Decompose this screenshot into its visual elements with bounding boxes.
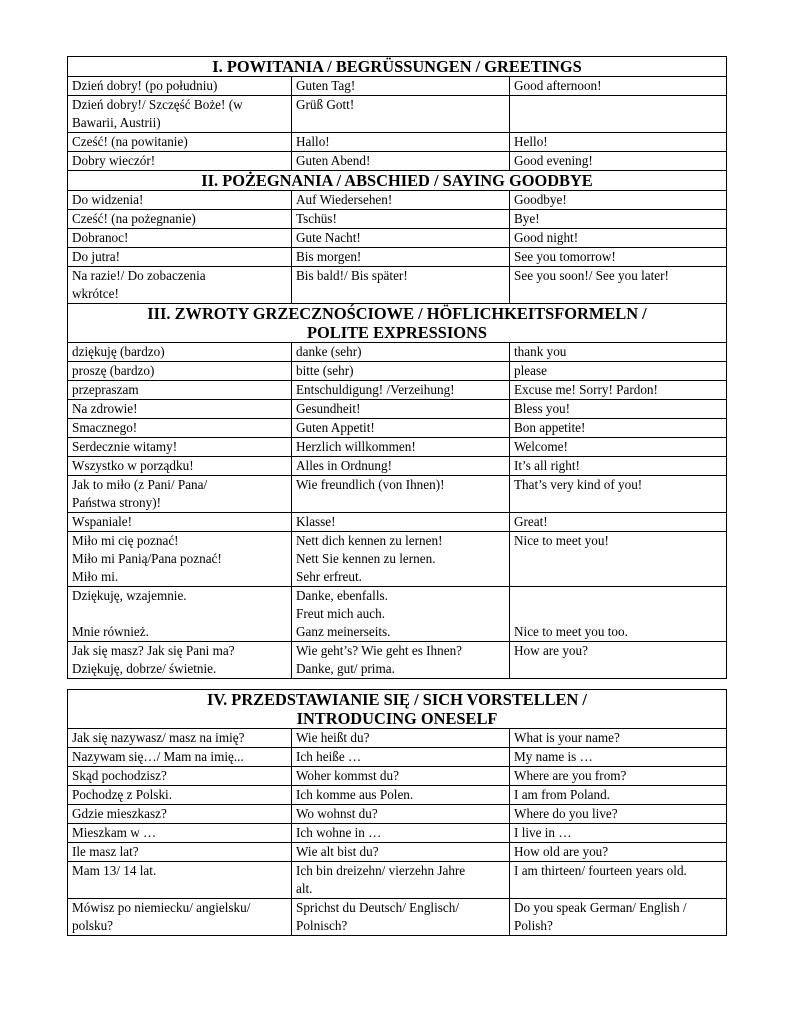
- english-phrase: Nice to meet you too.: [510, 587, 727, 642]
- section-header-row: [68, 57, 727, 77]
- polish-phrase: Jak to miło (z Pani/ Pana/ Państwa strony)!: [68, 476, 292, 513]
- german-phrase: Tschüs!: [292, 210, 510, 229]
- english-phrase: I live in …: [510, 824, 727, 843]
- english-phrase: What is your name?: [510, 729, 727, 748]
- german-phrase: Wo wohnst du?: [292, 805, 510, 824]
- german-phrase: Wie alt bist du?: [292, 843, 510, 862]
- phrase-table-1: [67, 56, 727, 679]
- german-phrase: Gute Nacht!: [292, 229, 510, 248]
- phrase-row: [68, 457, 727, 476]
- english-phrase: Good night!: [510, 229, 727, 248]
- polish-phrase: Ile masz lat?: [68, 843, 292, 862]
- polish-phrase: Jak się nazywasz/ masz na imię?: [68, 729, 292, 748]
- section-title: III. ZWROTY GRZECZNOŚCIOWE / HÖFLICHKEITSFORMELN / POLITE EXPRESSIONS: [68, 304, 727, 343]
- phrase-row: [68, 400, 727, 419]
- phrase-row: [68, 748, 727, 767]
- polish-phrase: Skąd pochodzisz?: [68, 767, 292, 786]
- english-phrase: Bon appetite!: [510, 419, 727, 438]
- german-phrase: Danke, ebenfalls. Freut mich auch. Ganz meinerseits.: [292, 587, 510, 642]
- polish-phrase: Jak się masz? Jak się Pani ma? Dziękuję, dobrze/ świetnie.: [68, 642, 292, 679]
- english-phrase: Bye!: [510, 210, 727, 229]
- english-phrase: please: [510, 362, 727, 381]
- polish-phrase: Gdzie mieszkasz?: [68, 805, 292, 824]
- polish-phrase: przepraszam: [68, 381, 292, 400]
- polish-phrase: Miło mi cię poznać! Miło mi Panią/Pana poznać! Miło mi.: [68, 532, 292, 587]
- phrase-row: [68, 133, 727, 152]
- german-phrase: Auf Wiedersehen!: [292, 191, 510, 210]
- polish-phrase: Nazywam się…/ Mam na imię...: [68, 748, 292, 767]
- german-phrase: bitte (sehr): [292, 362, 510, 381]
- polish-phrase: proszę (bardzo): [68, 362, 292, 381]
- phrase-row: [68, 899, 727, 936]
- phrase-row: [68, 532, 727, 587]
- phrase-row: [68, 381, 727, 400]
- phrase-row: [68, 191, 727, 210]
- section-header-row: [68, 171, 727, 191]
- english-phrase: See you tomorrow!: [510, 248, 727, 267]
- phrase-row: [68, 419, 727, 438]
- german-phrase: Klasse!: [292, 513, 510, 532]
- phrase-row: [68, 642, 727, 679]
- polish-phrase: Dobranoc!: [68, 229, 292, 248]
- german-phrase: Woher kommst du?: [292, 767, 510, 786]
- polish-phrase: Mieszkam w …: [68, 824, 292, 843]
- polish-phrase: Dobry wieczór!: [68, 152, 292, 171]
- polish-phrase: Dzień dobry! (po południu): [68, 77, 292, 96]
- polish-phrase: Wspaniale!: [68, 513, 292, 532]
- section-title: IV. PRZEDSTAWIANIE SIĘ / SICH VORSTELLEN / INTRODUCING ONESELF: [68, 690, 727, 729]
- phrase-row: [68, 267, 727, 304]
- phrase-row: [68, 343, 727, 362]
- section-title: I. POWITANIA / BEGRÜSSUNGEN / GREETINGS: [68, 57, 727, 77]
- phrase-row: [68, 438, 727, 457]
- english-phrase: Welcome!: [510, 438, 727, 457]
- polish-phrase: Wszystko w porządku!: [68, 457, 292, 476]
- english-phrase: Hello!: [510, 133, 727, 152]
- english-phrase: Bless you!: [510, 400, 727, 419]
- phrase-row: [68, 513, 727, 532]
- english-phrase: Goodbye!: [510, 191, 727, 210]
- phrase-row: [68, 824, 727, 843]
- german-phrase: Guten Tag!: [292, 77, 510, 96]
- german-phrase: Bis bald!/ Bis später!: [292, 267, 510, 304]
- english-phrase: Where do you live?: [510, 805, 727, 824]
- english-phrase: thank you: [510, 343, 727, 362]
- section-header-row: [68, 690, 727, 729]
- polish-phrase: Cześć! (na pożegnanie): [68, 210, 292, 229]
- english-phrase: Where are you from?: [510, 767, 727, 786]
- section-title: II. POŻEGNANIA / ABSCHIED / SAYING GOODBYE: [68, 171, 727, 191]
- phrase-row: [68, 77, 727, 96]
- german-phrase: Guten Appetit!: [292, 419, 510, 438]
- german-phrase: Bis morgen!: [292, 248, 510, 267]
- phrase-row: [68, 767, 727, 786]
- polish-phrase: Mam 13/ 14 lat.: [68, 862, 292, 899]
- german-phrase: Grüß Gott!: [292, 96, 510, 133]
- english-phrase: Good afternoon!: [510, 77, 727, 96]
- english-phrase: See you soon!/ See you later!: [510, 267, 727, 304]
- phrase-row: [68, 476, 727, 513]
- polish-phrase: Mówisz po niemiecku/ angielsku/ polsku?: [68, 899, 292, 936]
- polish-phrase: Cześć! (na powitanie): [68, 133, 292, 152]
- phrase-row: [68, 786, 727, 805]
- english-phrase: That’s very kind of you!: [510, 476, 727, 513]
- phrase-row: [68, 248, 727, 267]
- phrase-row: [68, 862, 727, 899]
- polish-phrase: Na razie!/ Do zobaczenia wkrótce!: [68, 267, 292, 304]
- polish-phrase: dziękuję (bardzo): [68, 343, 292, 362]
- german-phrase: Sprichst du Deutsch/ Englisch/ Polnisch?: [292, 899, 510, 936]
- german-phrase: danke (sehr): [292, 343, 510, 362]
- polish-phrase: Dziękuję, wzajemnie. Mnie również.: [68, 587, 292, 642]
- german-phrase: Ich bin dreizehn/ vierzehn Jahre alt.: [292, 862, 510, 899]
- phrase-table-2-body: [68, 690, 727, 936]
- phrase-table-2: [67, 689, 727, 936]
- english-phrase: How are you?: [510, 642, 727, 679]
- polish-phrase: Na zdrowie!: [68, 400, 292, 419]
- phrase-row: [68, 587, 727, 642]
- english-phrase: Good evening!: [510, 152, 727, 171]
- polish-phrase: Pochodzę z Polski.: [68, 786, 292, 805]
- section-header-row: [68, 304, 727, 343]
- german-phrase: Herzlich willkommen!: [292, 438, 510, 457]
- polish-phrase: Do widzenia!: [68, 191, 292, 210]
- english-phrase: Great!: [510, 513, 727, 532]
- german-phrase: Gesundheit!: [292, 400, 510, 419]
- english-phrase: I am from Poland.: [510, 786, 727, 805]
- polish-phrase: Smacznego!: [68, 419, 292, 438]
- english-phrase: Do you speak German/ English / Polish?: [510, 899, 727, 936]
- german-phrase: Entschuldigung! /Verzeihung!: [292, 381, 510, 400]
- polish-phrase: Serdecznie witamy!: [68, 438, 292, 457]
- phrase-row: [68, 210, 727, 229]
- german-phrase: Alles in Ordnung!: [292, 457, 510, 476]
- phrase-row: [68, 152, 727, 171]
- english-phrase: Nice to meet you!: [510, 532, 727, 587]
- german-phrase: Ich wohne in …: [292, 824, 510, 843]
- phrase-table-1-body: [68, 57, 727, 679]
- phrase-row: [68, 229, 727, 248]
- phrase-row: [68, 362, 727, 381]
- phrase-row: [68, 729, 727, 748]
- phrase-row: [68, 843, 727, 862]
- german-phrase: Wie freundlich (von Ihnen)!: [292, 476, 510, 513]
- phrase-row: [68, 805, 727, 824]
- german-phrase: Wie geht’s? Wie geht es Ihnen? Danke, gut/ prima.: [292, 642, 510, 679]
- german-phrase: Guten Abend!: [292, 152, 510, 171]
- english-phrase: [510, 96, 727, 133]
- german-phrase: Nett dich kennen zu lernen! Nett Sie kennen zu lernen. Sehr erfreut.: [292, 532, 510, 587]
- phrase-row: [68, 96, 727, 133]
- english-phrase: It’s all right!: [510, 457, 727, 476]
- english-phrase: My name is …: [510, 748, 727, 767]
- german-phrase: Ich komme aus Polen.: [292, 786, 510, 805]
- german-phrase: Ich heiße …: [292, 748, 510, 767]
- german-phrase: Wie heißt du?: [292, 729, 510, 748]
- english-phrase: I am thirteen/ fourteen years old.: [510, 862, 727, 899]
- german-phrase: Hallo!: [292, 133, 510, 152]
- english-phrase: How old are you?: [510, 843, 727, 862]
- polish-phrase: Dzień dobry!/ Szczęść Boże! (w Bawarii, Austrii): [68, 96, 292, 133]
- polish-phrase: Do jutra!: [68, 248, 292, 267]
- english-phrase: Excuse me! Sorry! Pardon!: [510, 381, 727, 400]
